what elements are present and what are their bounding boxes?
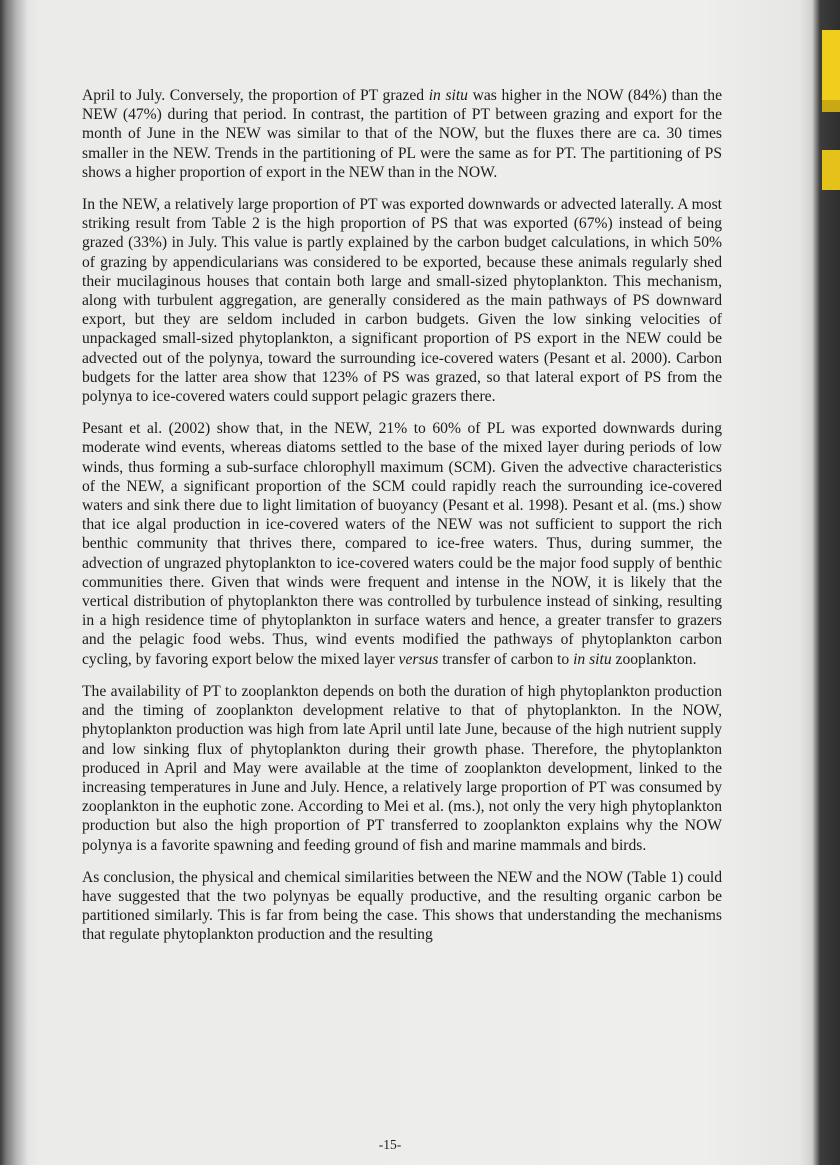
paragraph <box>82 195 722 406</box>
text-run: zooplankton. <box>611 650 697 668</box>
yellow-tab-marker <box>822 30 840 100</box>
yellow-tab-marker <box>822 100 840 112</box>
text-run: In the NEW, a relatively large proportion of PT was exported downwards or advected laterally. A most striking result from Table 2 is the high proportion of PS that was exported (67%) instead of being grazed (33%) in July. This value is partly explained by the carbon budget calculations, in which 50% of grazing by appendicularians was considered to be exported, because these animals regularly shed their mucilaginous houses that contain both large and small-sized phytoplankton. This mechanism, along with turbulent aggregation, are generally considered as the main pathways of PS downward export, but they are seldom included in carbon budgets. Given the low sinking velocities of unpackaged small-sized phytoplankton, a significant proportion of PS export in the NEW could be advected out of the polynya, toward the surrounding ice-covered waters (Pesant et al. 2000). Carbon budgets for the latter area show that 123% of PS was grazed, so that lateral export of PS from the polynya to ice-covered waters could support pelagic grazers there. <box>82 196 722 406</box>
yellow-tab-marker <box>822 150 840 190</box>
text-run: transfer of carbon to <box>438 650 574 668</box>
italic-text: in situ <box>428 87 468 104</box>
paragraph <box>82 682 722 855</box>
text-run: The availability of PT to zooplankton depends on both the duration of high phytoplankton production and the timing of zooplankton development relative to that of phytoplankton. In the NOW, phytoplankton production was high from late April until late June, because of the high nutrient supply and low sinking flux of phytoplankton during their growth phase. Therefore, the phytoplankton produced in April and May were available at the time of zooplankton development, linked to the increasing temperatures in June and July. Hence, a relatively large proportion of PT was consumed by zooplankton in the euphotic zone. According to Mei et al. (ms.), not only the very high phytoplankton production but also the high proportion of PT transferred to zooplankton explains why the NOW polynya is a favorite spawning and feeding ground of fish and marine mammals and birds. <box>82 682 722 854</box>
binding-shadow <box>0 0 28 1165</box>
paragraph <box>82 419 722 669</box>
italic-text: versus <box>398 650 439 668</box>
text-run: Pesant et al. (2002) show that, in the NEW, 21% to 60% of PL was exported downwards during moderate wind events, whereas diatoms settled to the base of the mixed layer during periods of low winds, thus forming a sub-surface chlorophyll maximum (SCM). Given the advective characteristics of the NEW, a significant proportion of the SCM could rapidly reach the surrounding ice-covered waters and sink there due to light limitation of buoyancy (Pesant et al. 1998). Pesant et al. (ms.) show that ice algal production in ice-covered waters of the NEW was not sufficient to support the rich benthic community that thrives there, compared to ice-free waters. Thus, during summer, the advection of ungrazed phytoplankton to ice-covered waters could be the major food supply of benthic communities there. Given that winds were frequent and intense in the NOW, it is likely that the vertical distribution of phytoplankton there was controlled by turbulence instead of sinking, resulting in a high residence time of phytoplankton in surface waters and hence, a greater transfer to grazers and the pelagic food webs. Thus, wind events modified the pathways of phytoplankton carbon cycling, by favoring export below the mixed layer <box>82 420 722 668</box>
text-run: As conclusion, the physical and chemical similarities between the NEW and the NOW (Table 1) could have suggested that the two polynyas be equally productive, and the resulting organic carbon be partitioned similarly. This is far from being the case. This shows that understanding the mechanisms that regulate phytoplankton production and the resulting <box>82 868 722 944</box>
text-run: was higher in the NOW (84%) than the NEW (47%) during that period. In contrast, the partition of PT between grazing and export for the month of June in the NEW was similar to that of the NOW, but the fluxes there are ca. 30 times smaller in the NEW. Trends in the partitioning of PL were the same as for PT. The partitioning of PS shows a higher proportion of export in the NEW than in the NOW. <box>82 87 722 181</box>
paragraph <box>82 86 722 182</box>
body-text <box>82 86 722 958</box>
paragraph <box>82 868 722 945</box>
text-run: April to July. Conversely, the proportion of PT grazed <box>82 87 429 104</box>
page-number: -15- <box>378 1137 402 1152</box>
italic-text: in situ <box>573 650 612 668</box>
